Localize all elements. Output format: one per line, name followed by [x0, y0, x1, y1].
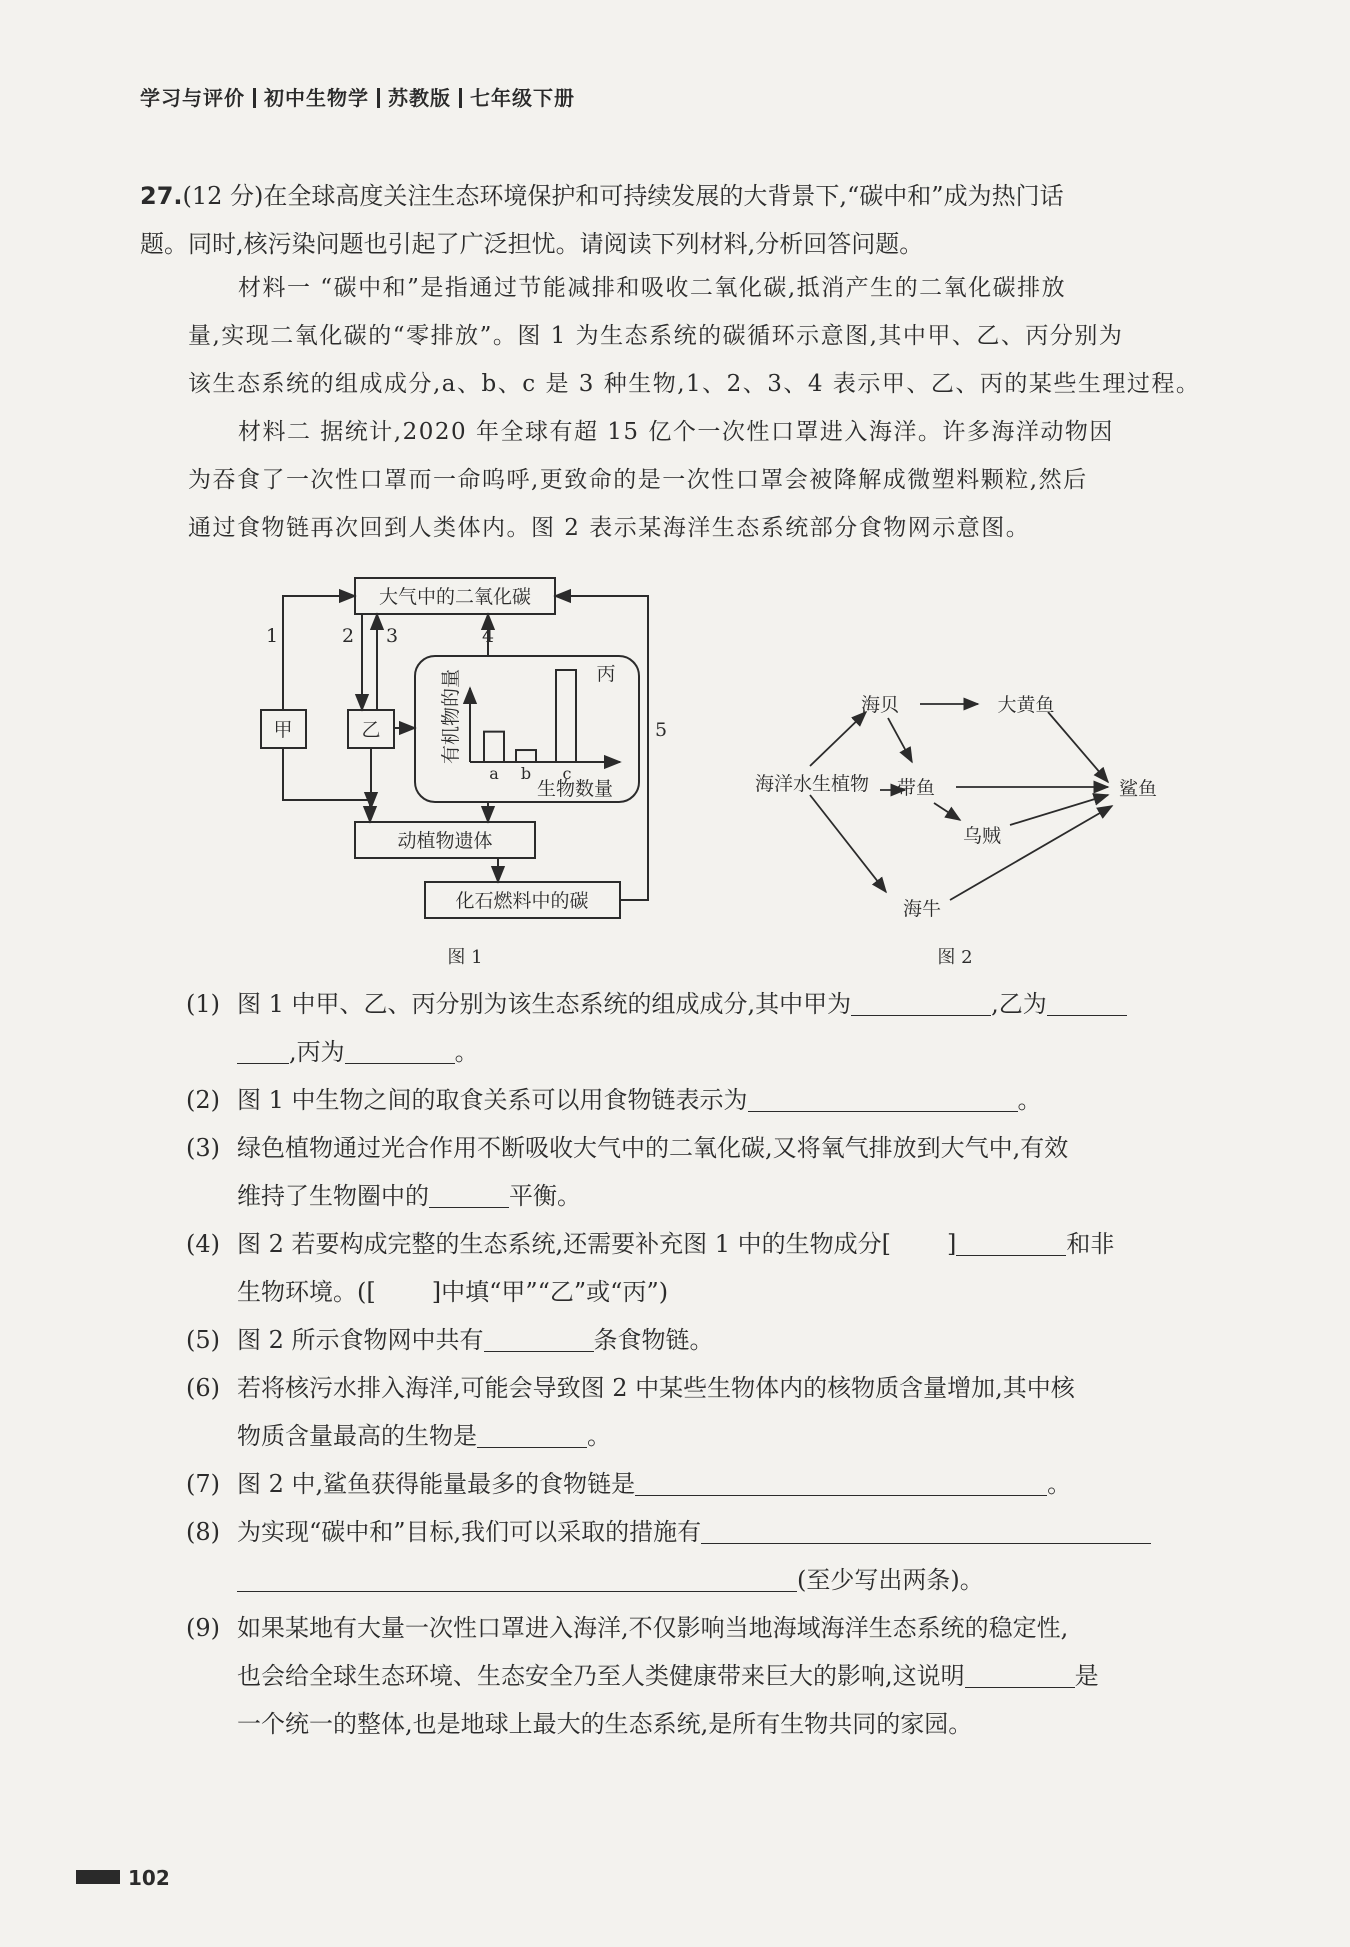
subquestion-text: 为实现“碳中和”目标,我们可以采取的措施有	[237, 1518, 702, 1546]
answer-blank-chain-count[interactable]	[484, 1325, 594, 1352]
page-number: 102	[128, 1866, 170, 1890]
node-hainiu: 海牛	[902, 898, 942, 920]
bar-a	[484, 732, 504, 762]
header-edition: 苏教版	[388, 86, 451, 110]
subquestion-text: 。	[1017, 1086, 1042, 1114]
figure-1-text	[266, 586, 667, 968]
chart-ylabel: 有机物的量	[440, 668, 462, 764]
subquestion-text: 若将核污水排入海洋,可能会导致图 2 中某些生物体内的核物质含量增加,其中核	[237, 1374, 1075, 1402]
question-text: (12 分)在全球高度关注生态环境保护和可持续发展的大背景下,“碳中和”成为热门话	[182, 182, 1064, 210]
box-jia	[261, 710, 306, 748]
question-line-1	[140, 172, 1240, 220]
subquestion-text: 图 1 中甲、乙、丙分别为该生态系统的组成成分,其中甲为	[237, 990, 852, 1018]
subquestion-text: ,丙为	[289, 1038, 345, 1066]
arrow-label-4: 4	[481, 625, 495, 647]
subquestion-text: ,乙为	[991, 990, 1047, 1018]
subquestion-text: 是	[1074, 1662, 1099, 1690]
subquestion-text: 平衡。	[509, 1182, 581, 1210]
subquestion-2	[186, 1076, 1236, 1124]
subquestion-text: 如果某地有大量一次性口罩进入海洋,不仅影响当地海域海洋生态系统的稳定性,	[237, 1614, 1069, 1642]
arrow-haibei-to-daiyu	[888, 718, 912, 762]
subquestion-text: (至少写出两条)。	[797, 1566, 984, 1594]
answer-blank-yi-cont[interactable]	[237, 1037, 289, 1064]
answer-blank-component[interactable]	[956, 1229, 1066, 1256]
subquestion-text: 条食物链。	[593, 1326, 714, 1354]
bar-label-b: b	[520, 764, 532, 783]
answer-blank-biosphere[interactable]	[965, 1661, 1075, 1688]
subquestion-5	[186, 1316, 1236, 1364]
node-plant: 海洋水生植物	[754, 773, 870, 795]
page-header	[140, 82, 575, 111]
label-atmosphere-co2: 大气中的二氧化碳	[378, 586, 532, 608]
subquestion-number: (8)	[186, 1518, 220, 1546]
subquestion-text: 图 2 中,鲨鱼获得能量最多的食物链是	[237, 1470, 636, 1498]
answer-blank-balance[interactable]	[429, 1181, 509, 1208]
answer-blank-bing[interactable]	[345, 1037, 455, 1064]
header-book: 学习与评价	[140, 86, 245, 110]
bar-label-c: c	[562, 764, 572, 783]
subquestion-text: 。	[587, 1422, 611, 1450]
arrow-plant-to-hainiu	[810, 795, 886, 892]
node-dahuangyu: 大黄鱼	[997, 694, 1055, 716]
arrow-label-2: 2	[341, 625, 355, 647]
subquestion-9	[186, 1604, 1236, 1748]
chart-xlabel: 生物数量	[536, 778, 614, 800]
subquestion-text: 图 2 若要构成完整的生态系统,还需要补充图 1 中的生物成分[	[237, 1230, 892, 1258]
subquestion-number: (9)	[186, 1614, 220, 1642]
subquestion-1	[186, 980, 1236, 1076]
arrow-hainiu-to-shayu	[950, 806, 1112, 900]
subquestion-text: 一个统一的整体,也是地球上最大的生态系统,是所有生物共同的家园。	[237, 1710, 973, 1738]
arrow-plant-to-haibei	[810, 712, 866, 766]
label-jia: 甲	[273, 719, 293, 741]
chart-bars	[484, 670, 576, 762]
answer-blank-jia[interactable]	[851, 989, 991, 1016]
arrow-1	[283, 596, 355, 710]
subquestion-number: (1)	[186, 990, 220, 1018]
figure-1-carbon-cycle	[261, 578, 648, 918]
node-daiyu: 带鱼	[896, 777, 936, 799]
material-two	[188, 408, 1238, 552]
label-yi: 乙	[361, 719, 381, 741]
header-separator	[459, 88, 462, 108]
subquestion-text: ]	[947, 1230, 957, 1258]
label-remains: 动植物遗体	[397, 830, 493, 852]
box-bing	[415, 656, 639, 802]
box-remains	[355, 822, 535, 858]
material-one	[188, 264, 1238, 408]
bar-c	[556, 670, 576, 762]
question-heading	[140, 172, 1240, 268]
subquestion-text: 物质含量最高的生物是	[237, 1422, 477, 1450]
label-bing: 丙	[596, 663, 616, 685]
header-separator	[377, 88, 380, 108]
figure-2-text	[755, 694, 1157, 968]
subquestion-text: 图 1 中生物之间的取食关系可以用食物链表示为	[237, 1086, 748, 1114]
subquestion-number: (4)	[186, 1230, 220, 1258]
figure-1-caption: 图 1	[447, 947, 483, 968]
subquestion-number: (6)	[186, 1374, 220, 1402]
subquestion-8	[186, 1508, 1236, 1604]
subquestion-6	[186, 1364, 1236, 1460]
arrow-label-3: 3	[385, 625, 399, 647]
subquestion-text: 和非	[1066, 1230, 1115, 1258]
box-yi	[348, 710, 394, 748]
arrow-wuzei-to-shayu	[1010, 795, 1108, 825]
subquestion-4	[186, 1220, 1236, 1316]
node-shayu: 鲨鱼	[1118, 778, 1158, 800]
subquestion-7	[186, 1460, 1236, 1508]
subquestion-text: ]中填“甲”“乙”或“丙”)	[431, 1278, 669, 1306]
arrow-label-1: 1	[265, 625, 279, 647]
arrow-label-5: 5	[654, 719, 668, 741]
header-separator	[253, 88, 256, 108]
answer-blank-food-chain[interactable]	[748, 1085, 1018, 1112]
box-fossil-carbon	[425, 882, 620, 918]
question-number: 27.	[140, 182, 183, 210]
material-two-line: 通过食物链再次回到人类体内。图 2 表示某海洋生态系统部分食物网示意图。	[188, 515, 1031, 541]
answer-blank-highest-organism[interactable]	[477, 1421, 587, 1448]
subquestion-text: 生物环境。([	[237, 1278, 376, 1306]
figure-2-food-web	[810, 704, 1112, 900]
material-two-line: 为吞食了一次性口罩而一命呜呼,更致命的是一次性口罩会被降解成微塑料颗粒,然后	[188, 467, 1088, 493]
subquestion-number: (7)	[186, 1470, 220, 1498]
subquestion-number: (3)	[186, 1134, 220, 1162]
figure-2-caption: 图 2	[937, 947, 973, 968]
subquestion-text: 绿色植物通过光合作用不断吸收大气中的二氧化碳,又将氧气排放到大气中,有效	[237, 1134, 1069, 1162]
answer-blank-measures[interactable]	[701, 1517, 1151, 1544]
label-fossil-carbon: 化石燃料中的碳	[455, 890, 589, 912]
arrow-daiyu-to-wuzei	[934, 803, 960, 820]
node-haibei: 海贝	[860, 694, 900, 716]
subquestion-text: 图 2 所示食物网中共有	[237, 1326, 484, 1354]
subquestion-number: (5)	[186, 1326, 220, 1354]
answer-blank-yi[interactable]	[1047, 989, 1127, 1016]
page-number-marker	[76, 1870, 120, 1884]
arrow-jia-to-remains	[283, 748, 370, 822]
answer-blank-max-energy-chain[interactable]	[635, 1469, 1047, 1496]
subquestion-text: 也会给全球生态环境、生态安全乃至人类健康带来巨大的影响,这说明	[237, 1662, 965, 1690]
question-line-2: 题。同时,核污染问题也引起了广泛担忧。请阅读下列材料,分析回答问题。	[140, 230, 924, 258]
material-one-line: 量,实现二氧化碳的“零排放”。图 1 为生态系统的碳循环示意图,其中甲、乙、丙分别为	[188, 323, 1124, 349]
node-wuzei: 乌贼	[962, 825, 1002, 847]
material-one-line: 材料一 “碳中和”是指通过节能减排和吸收二氧化碳,抵消产生的二氧化碳排放	[238, 275, 1067, 301]
subquestion-3	[186, 1124, 1236, 1220]
subquestion-text: 。	[454, 1038, 479, 1066]
subquestion-number: (2)	[186, 1086, 220, 1114]
header-grade: 七年级下册	[470, 86, 575, 110]
page-footer	[76, 1866, 170, 1890]
material-one-line: 该生态系统的组成成分,a、b、c 是 3 种生物,1、2、3、4 表示甲、乙、丙的某些生理过程。	[188, 371, 1201, 397]
bar-label-a: a	[489, 764, 499, 783]
answer-blank-measures-cont[interactable]	[237, 1565, 797, 1592]
arrow-5	[555, 596, 648, 900]
arrow-dahuangyu-to-shayu	[1048, 712, 1108, 782]
material-two-line: 材料二 据统计,2020 年全球有超 15 亿个一次性口罩进入海洋。许多海洋动物因	[238, 419, 1114, 445]
bar-b	[516, 750, 536, 762]
header-subject: 初中生物学	[264, 86, 369, 110]
box-atmosphere-co2	[355, 578, 555, 614]
subquestion-text: 维持了生物圈中的	[237, 1182, 429, 1210]
subquestion-text: 。	[1047, 1470, 1072, 1498]
